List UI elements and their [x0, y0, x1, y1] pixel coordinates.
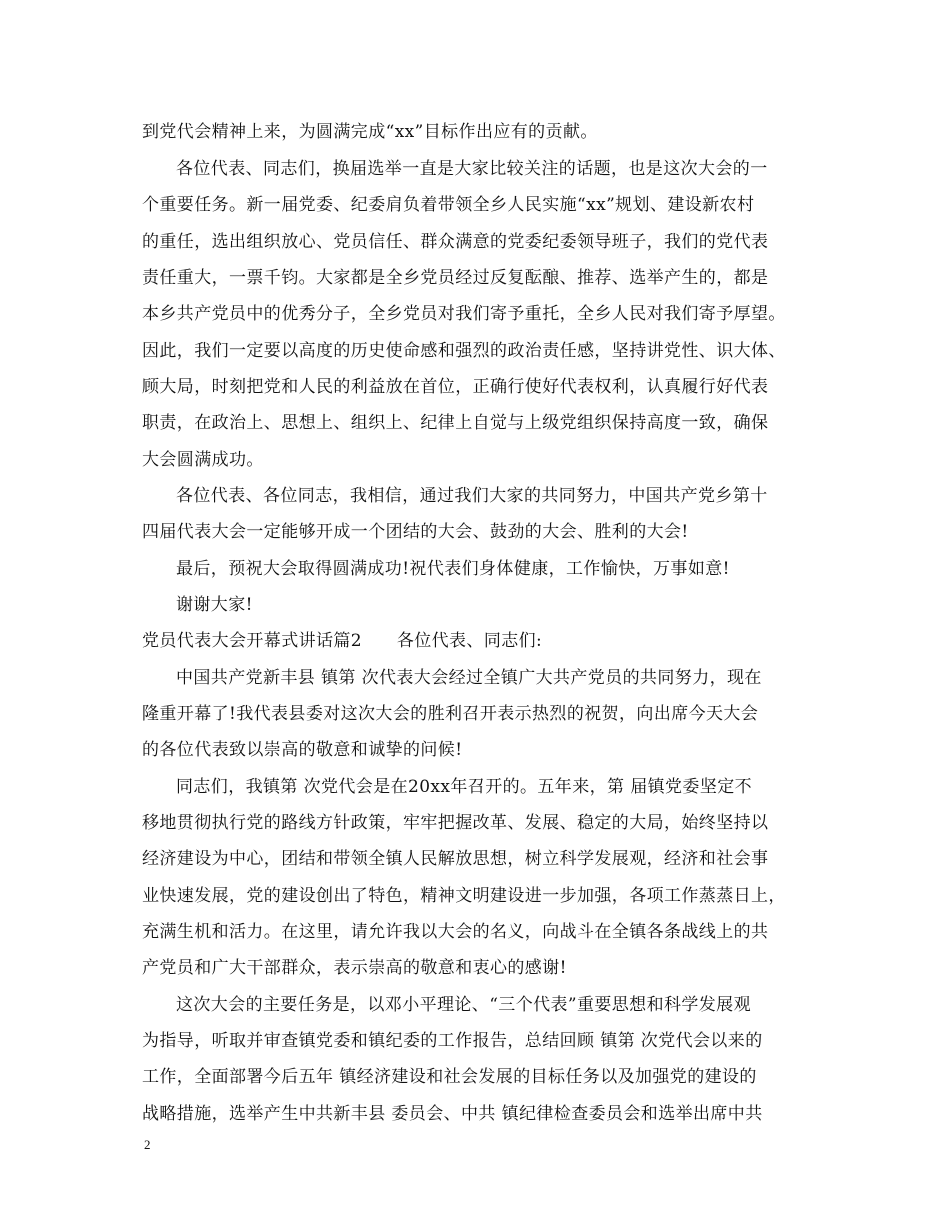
text-line: 移地贯彻执行党的路线方针政策，牢牢把握改革、发展、稳定的大局，始终坚持以	[142, 813, 769, 833]
text-line: 隆重开幕了!我代表县委对这次大会的胜利召开表示热烈的祝贺，向出席今天大会	[142, 704, 759, 724]
text-line: 的各位代表致以崇高的敬意和诚挚的问候!	[142, 740, 463, 760]
paragraph-start-line: 中国共产党新丰县 镇第 次代表大会经过全镇广大共产党员的共同努力，现在	[176, 668, 762, 688]
paragraph-start-line: 各位代表、各位同志，我相信，通过我们大家的共同努力，中国共产党乡第十	[176, 486, 768, 506]
text-line: 工作，全面部署今后五年 镇经济建设和社会发展的目标任务以及加强党的建设的	[142, 1067, 757, 1087]
paragraph-start-line: 最后，预祝大会取得圆满成功!祝代表们身体健康，工作愉快，万事如意!	[176, 559, 730, 579]
section-heading-line: 党员代表大会开幕式讲话篇2 各位代表、同志们:	[142, 631, 543, 651]
text-line: 本乡共产党员中的优秀分子，全乡党员对我们寄予重托，全乡人民对我们寄予厚望。	[142, 304, 786, 324]
text-line: 职责，在政治上、思想上、组织上、纪律上自觉与上级党组织保持高度一致，确保	[142, 413, 769, 433]
text-line: 经济建设为中心，团结和带领全镇人民解放思想，树立科学发展观，经济和社会事	[142, 849, 769, 869]
text-line: 产党员和广大干部群众，表示崇高的敬意和衷心的感谢!	[142, 958, 567, 978]
text-line: 顾大局，时刻把党和人民的利益放在首位，正确行使好代表权利，认真履行好代表	[142, 377, 769, 397]
text-line: 充满生机和活力。在这里，请允许我以大会的名义，向战斗在全镇各条战线上的共	[142, 922, 769, 942]
paragraph-start-line: 各位代表、同志们，换届选举一直是大家比较关注的话题，也是这次大会的一	[176, 159, 768, 179]
paragraph-start-line: 同志们，我镇第 次党代会是在20xx年召开的。五年来，第 届镇党委坚定不	[176, 777, 753, 797]
text-line: 战略措施，选举产生中共新丰县 委员会、中共 镇纪律检查委员会和选举出席中共	[142, 1104, 763, 1124]
text-line: 因此，我们一定要以高度的历史使命感和强烈的政治责任感，坚持讲党性、识大体、	[142, 341, 786, 361]
page-number: 2	[144, 1137, 151, 1152]
text-line: 的重任，选出组织放心、党员信任、群众满意的党委纪委领导班子，我们的党代表	[142, 232, 769, 252]
text-line: 为指导，听取并审查镇党委和镇纪委的工作报告，总结回顾 镇第 次党代会以来的	[142, 1031, 763, 1051]
text-line: 四届代表大会一定能够开成一个团结的大会、鼓劲的大会、胜利的大会!	[142, 522, 689, 542]
text-line: 大会圆满成功。	[142, 450, 264, 470]
paragraph-start-line: 谢谢大家!	[176, 595, 253, 615]
paragraph-start-line: 这次大会的主要任务是，以邓小平理论、“三个代表”重要思想和科学发展观	[176, 995, 751, 1015]
text-line: 到党代会精神上来，为圆满完成“xx”目标作出应有的贡献。	[142, 122, 598, 142]
text-line: 个重要任务。新一届党委、纪委肩负着带领全乡人民实施“xx”规划、建设新农村	[142, 195, 755, 215]
text-line: 业快速发展，党的建设创出了特色，精神文明建设进一步加强，各项工作蒸蒸日上，	[142, 886, 786, 906]
text-line: 责任重大，一票千钧。大家都是全乡党员经过反复酝酿、推荐、选举产生的，都是	[142, 268, 769, 288]
